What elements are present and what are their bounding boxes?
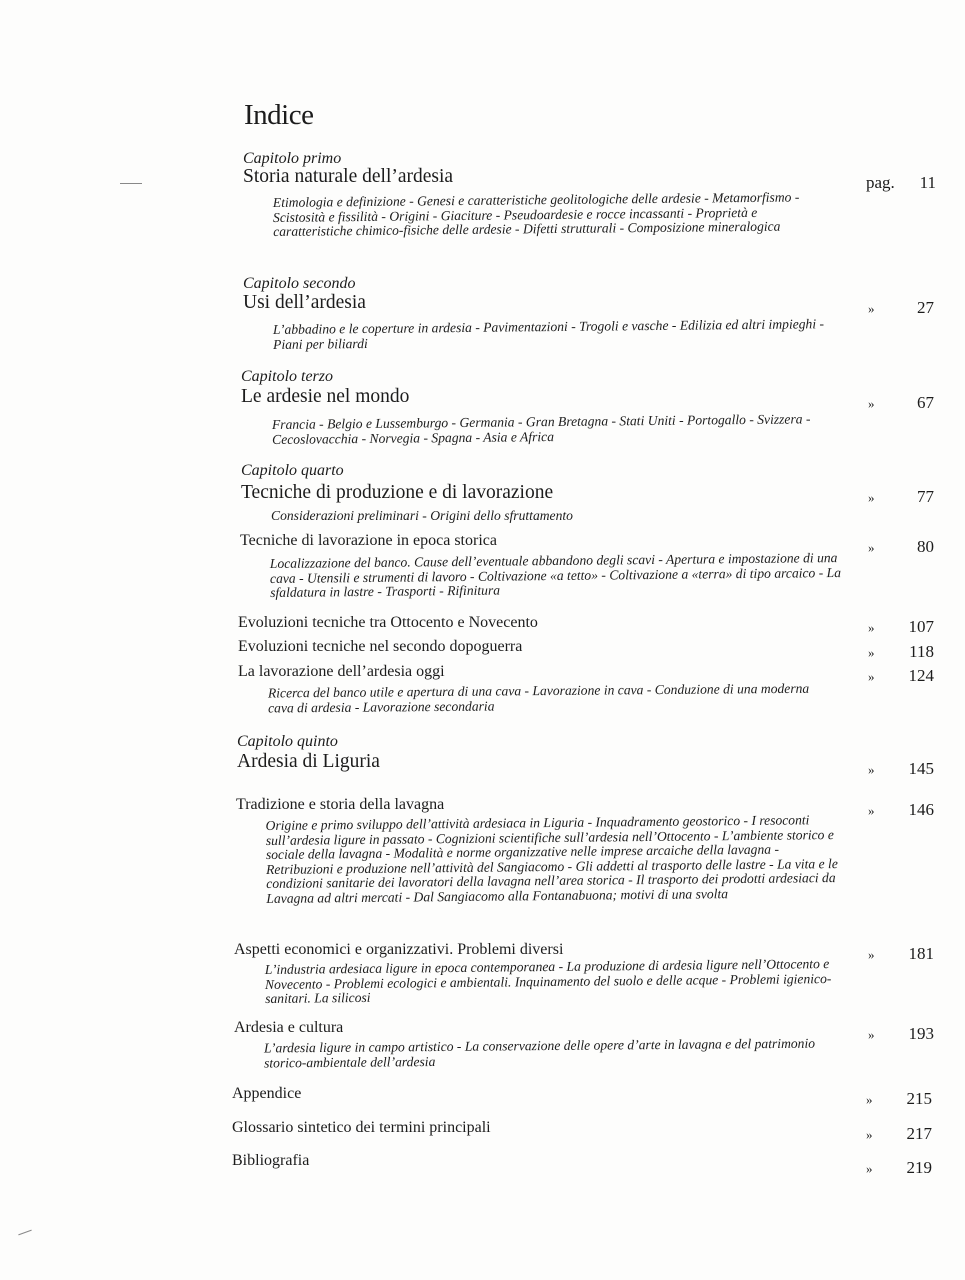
chapter-heading: Tecniche di produzione e di lavorazione <box>241 482 554 503</box>
section-heading: La lavorazione dell’ardesia oggi <box>238 663 445 680</box>
page-number: 11 <box>919 173 936 192</box>
page-number: 124 <box>908 666 934 685</box>
chapter-description: Considerazioni preliminari - Origini dello sfruttamento <box>271 508 573 523</box>
page-prefix: » <box>868 490 875 505</box>
page-ref <box>868 537 934 557</box>
page-number: 77 <box>917 487 934 506</box>
page-prefix: pag. <box>866 173 895 192</box>
section-description: Localizzazione del banco. Cause dell’eventuale abbandono degli scavi - Apertura e impostazione di una cava - Utensili e strumenti di lavoro - Coltivazione «a tetto» - Coltivazione a «terra» di tipo arcaico - La sfaldatura in lastre - Trasporti - Rifinitura <box>269 550 842 601</box>
page-number: 80 <box>917 537 934 556</box>
page-prefix: » <box>868 645 875 660</box>
page-ref <box>868 759 934 779</box>
chapter-label: Capitolo terzo <box>241 368 334 385</box>
page-ref <box>866 173 936 193</box>
section-heading: Aspetti economici e organizzativi. Problemi diversi <box>234 941 564 958</box>
page-ref <box>868 487 934 507</box>
section-description: L’ardesia ligure in campo artistico - La conservazione delle opere d’arte in lavagna e del patrimonio storico-ambientale dell’ardesia <box>263 1035 816 1071</box>
page-prefix: » <box>868 396 875 411</box>
page-number: 215 <box>906 1089 932 1108</box>
page-number: 181 <box>908 944 934 963</box>
chapter-description: Francia - Belgio e Lussemburgo - Germania - Gran Bretagna - Stati Uniti - Portogallo - Svizzera - Cecoslovacchia - Norvegia - Spagna - Asia e Africa <box>271 411 811 447</box>
page-number: 107 <box>908 617 934 636</box>
page-title: Indice <box>244 99 314 131</box>
page-ref <box>868 298 934 318</box>
scan-mark <box>120 183 142 184</box>
page-ref <box>868 666 934 686</box>
page-ref <box>868 642 934 662</box>
chapter-label: Capitolo quarto <box>241 462 344 479</box>
section-heading: Tradizione e storia della lavagna <box>236 796 445 813</box>
page-prefix: » <box>868 1027 875 1042</box>
page-ref <box>866 1158 932 1178</box>
section-heading: Appendice <box>232 1085 302 1102</box>
page-number: 193 <box>908 1024 934 1043</box>
page-number: 145 <box>908 759 934 778</box>
page-number: 118 <box>909 642 934 661</box>
page-ref <box>868 1024 934 1044</box>
page-prefix: » <box>868 620 875 635</box>
page-ref <box>868 944 934 964</box>
page-ref <box>868 393 934 413</box>
page-number: 219 <box>906 1158 932 1177</box>
page-prefix: » <box>868 301 875 316</box>
section-heading: Evoluzioni tecniche tra Ottocento e Novecento <box>238 614 538 631</box>
page-number: 67 <box>917 393 934 412</box>
page-ref <box>868 617 934 637</box>
page-number: 146 <box>908 800 934 819</box>
page-prefix: » <box>868 947 875 962</box>
page-prefix: » <box>866 1127 873 1142</box>
section-description: Ricerca del banco utile e apertura di una cava - Lavorazione in cava - Conduzione di una moderna cava di ardesia - Lavorazione secondaria <box>267 680 810 716</box>
chapter-description: Etimologia e definizione - Genesi e caratteristiche geolitologiche delle ardesie - Metamorfismo - Scistosità e fissilità - Origini - Giaciture - Pseudoardesie e rocce incassanti - Proprietà e caratteristiche chimico-fisiche delle ardesie - Difetti strutturali - Composizione mineralogica <box>272 189 800 240</box>
page-prefix: » <box>868 762 875 777</box>
scan-mark <box>18 1230 31 1236</box>
chapter-heading: Usi dell’ardesia <box>243 292 366 313</box>
section-heading: Evoluzioni tecniche nel secondo dopoguerra <box>238 638 523 655</box>
chapter-label: Capitolo primo <box>243 150 342 167</box>
page-prefix: » <box>866 1092 873 1107</box>
section-heading: Tecniche di lavorazione in epoca storica <box>240 532 497 549</box>
chapter-heading: Ardesia di Liguria <box>237 751 380 772</box>
section-description: Origine e primo sviluppo dell’attività ardesiaca in Liguria - Inquadramento geostorico - I resoconti sull’ardesia ligure in passato - Cognizioni scientifiche sull’ardesia nell’Ottocento - L’ambiente storico e sociale della lavagna - Modalità e norme organizzative nelle imprese arcaiche della lavagna - Retribuzioni e produzione nell’attività del Sangiacomo - Gli addetti al trasporto delle lastre - La vita e le condizioni sanitarie dei lavoratori della lavagna nell’area storica - Il trasporto dei prodotti ardesiaci da Lavagna ad altri mercati - Dal Sangiacomo alla Fontanabuona; motivi di una svolta <box>265 812 838 906</box>
section-description: L’industria ardesiaca ligure in epoca contemporanea - La produzione di ardesia ligure nell’Ottocento e Novecento - Problemi ecologici e ambientali. Inquinamento del suolo e delle acque - Problemi igienico-sanitari. La silicosi <box>264 956 832 1007</box>
chapter-description: L’abbadino e le coperture in ardesia - Pavimentazioni - Trogoli e vasche - Edilizia ed altri impieghi - Piani per biliardi <box>272 316 825 352</box>
page-prefix: » <box>868 669 875 684</box>
page-number: 27 <box>917 298 934 317</box>
chapter-heading: Storia naturale dell’ardesia <box>243 166 454 187</box>
page-prefix: » <box>868 803 875 818</box>
chapter-label: Capitolo secondo <box>243 275 356 292</box>
page-ref <box>866 1089 932 1109</box>
page-number: 217 <box>906 1124 932 1143</box>
section-heading: Bibliografia <box>232 1152 310 1169</box>
page-ref <box>866 1124 932 1144</box>
page-ref <box>868 800 934 820</box>
chapter-heading: Le ardesie nel mondo <box>241 386 410 407</box>
chapter-label: Capitolo quinto <box>237 733 338 750</box>
page-prefix: » <box>868 540 875 555</box>
section-heading: Glossario sintetico dei termini principali <box>232 1119 491 1136</box>
page-prefix: » <box>866 1161 873 1176</box>
section-heading: Ardesia e cultura <box>234 1019 344 1036</box>
